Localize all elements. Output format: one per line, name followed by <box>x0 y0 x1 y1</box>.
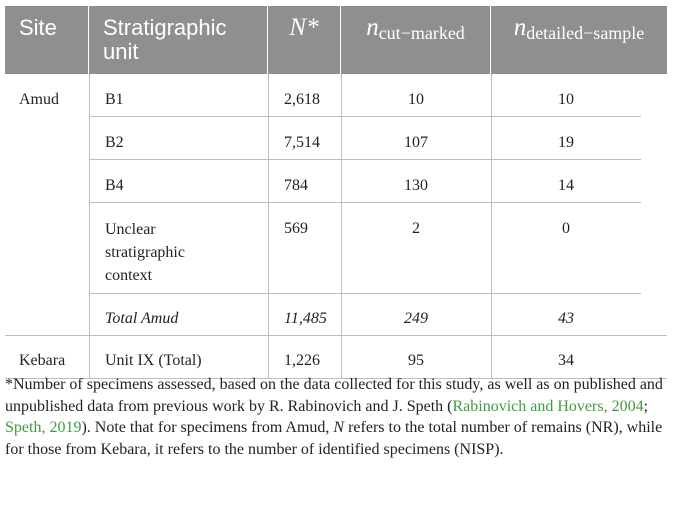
table-footnote: *Number of specimens assessed, based on the data collected for this study, as well as on published and unpublished data from previous work by R. Rabinovich and J. Speth (Rabinovich and Hovers, 2004; Speth, 2019). Note that for specimens from Amud, N refers to the total number of remains (NR), while for those from Kebara, it refers to the number of identified specimens (NISP). <box>5 376 663 458</box>
cell-cut: 2 <box>412 220 420 237</box>
cell-unit: Unit IX (Total) <box>105 352 202 369</box>
cell-unit: Total Amud <box>105 310 179 327</box>
table-header <box>5 6 667 74</box>
cell-cut: 107 <box>404 134 428 151</box>
citation-link[interactable]: Rabinovich and Hovers, 2004 <box>452 397 644 415</box>
cell-n: 7,514 <box>284 134 320 151</box>
cell-detail: 10 <box>558 91 574 108</box>
header-n: N* <box>268 6 341 74</box>
cell-unit: B1 <box>105 91 124 108</box>
cell-unit: B4 <box>105 177 124 194</box>
cell-n: 11,485 <box>284 310 327 327</box>
cell-unit: B2 <box>105 134 124 151</box>
cell-cut: 95 <box>408 352 424 369</box>
cell-unit: Unclear stratigraphic context <box>105 221 185 284</box>
header-detailed-sample: $n_{detailed-sample}$ <box>513 14 645 43</box>
cell-detail: 19 <box>558 134 574 151</box>
header-unit: Stratigraphic unit <box>89 6 268 74</box>
cell-detail: 14 <box>558 177 574 194</box>
cell-cut: 249 <box>404 310 428 327</box>
cell-detail: 34 <box>558 352 574 369</box>
header-site: Site <box>5 6 89 74</box>
cell-detail: 43 <box>558 310 574 327</box>
citation-link[interactable]: Speth, 2019 <box>5 419 82 437</box>
cell-cut: 10 <box>408 91 424 108</box>
cell-site: Kebara <box>19 352 66 369</box>
cell-detail: 0 <box>562 220 570 237</box>
cell-n: 569 <box>284 220 308 237</box>
cell-cut: 130 <box>404 177 428 194</box>
header-cut-marked: $n_{cut-marked}$ <box>341 6 491 74</box>
cell-n: 2,618 <box>284 91 320 108</box>
cell-site: Amud <box>19 91 59 108</box>
cell-n: 1,226 <box>284 352 320 369</box>
cell-n: 784 <box>284 177 308 194</box>
